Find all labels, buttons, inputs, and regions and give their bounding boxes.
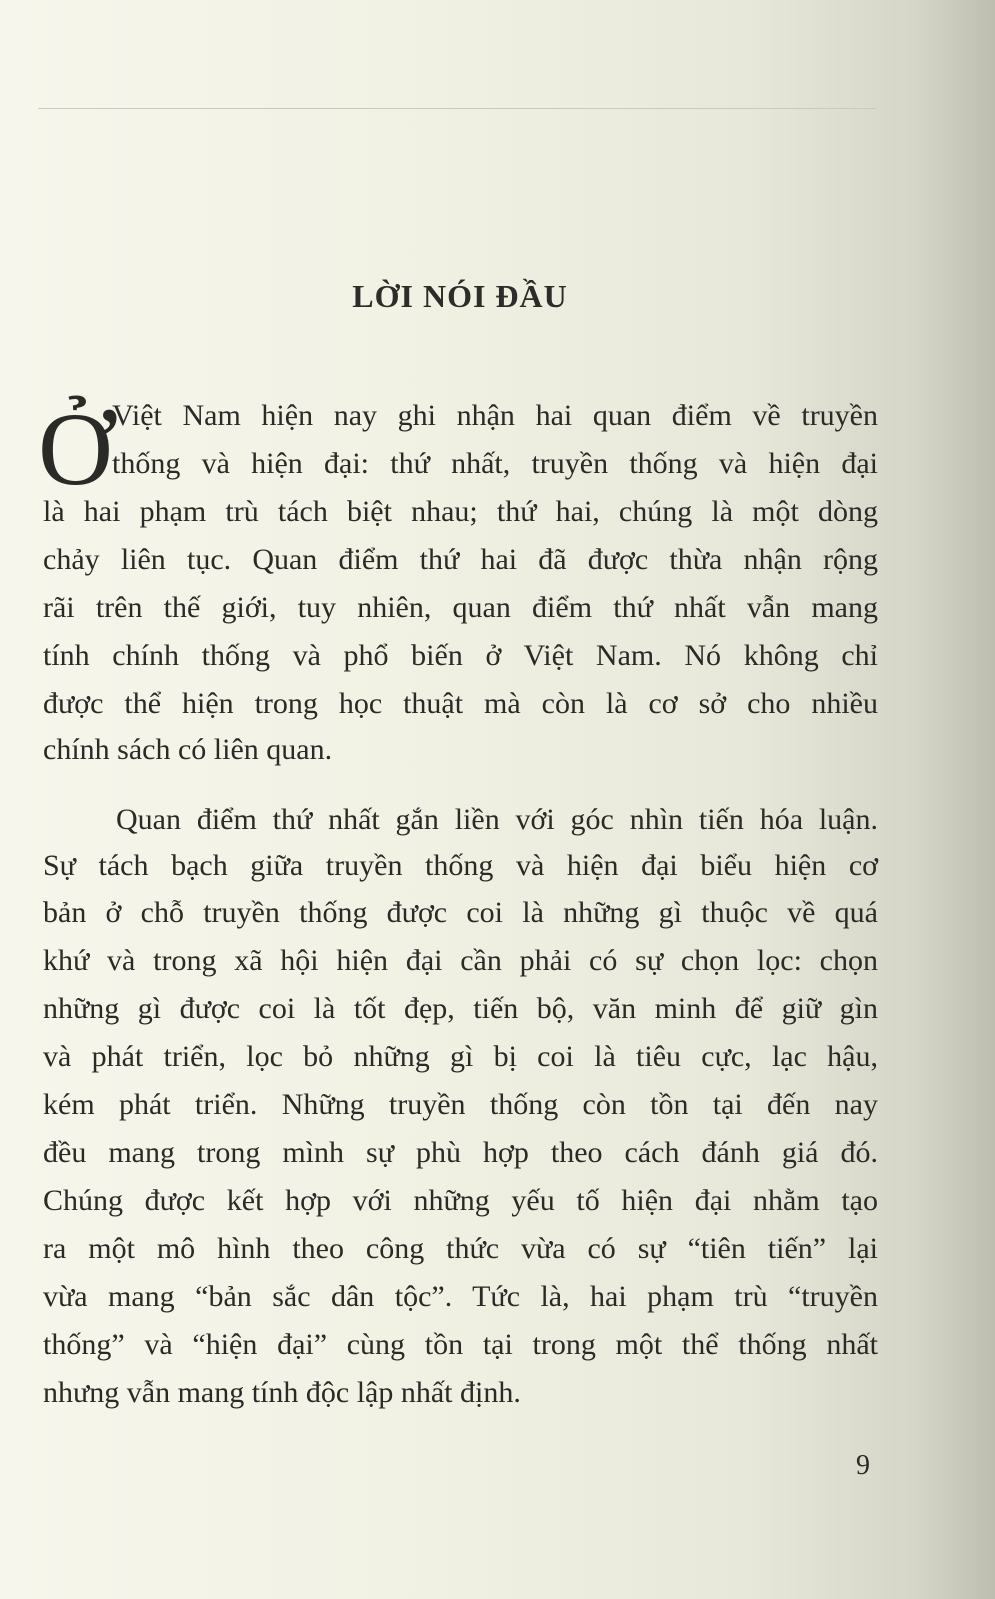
header-rule <box>38 108 876 109</box>
text-line: chính sách có liên quan. <box>43 733 333 766</box>
page-number: 9 <box>856 1450 870 1481</box>
text-line: là hai phạm trù tách biệt nhau; thứ hai, chúng là một dòng <box>43 495 878 528</box>
text-line: Quan điểm thứ nhất gắn liền với góc nhìn tiến hóa luận. <box>116 803 878 836</box>
text-line: thống” và “hiện đại” cùng tồn tại trong một thể thống nhất <box>43 1328 878 1361</box>
text-line: ra một mô hình theo công thức vừa có sự “tiên tiến” lại <box>43 1232 878 1265</box>
text-line: được thể hiện trong học thuật mà còn là cơ sở cho nhiều <box>43 687 878 720</box>
drop-cap: Ở <box>38 392 114 507</box>
text-line: rãi trên thế giới, tuy nhiên, quan điểm thứ nhất vẫn mang <box>43 591 878 624</box>
text-line: những gì được coi là tốt đẹp, tiến bộ, văn minh để giữ gìn <box>43 992 878 1025</box>
text-line: chảy liên tục. Quan điểm thứ hai đã được thừa nhận rộng <box>43 543 878 576</box>
text-line: tính chính thống và phổ biến ở Việt Nam. Nó không chỉ <box>43 639 878 672</box>
text-line: đều mang trong mình sự phù hợp theo cách đánh giá đó. <box>43 1136 878 1169</box>
text-line: và phát triển, lọc bỏ những gì bị coi là tiêu cực, lạc hậu, <box>43 1040 878 1073</box>
text-line: bản ở chỗ truyền thống được coi là những gì thuộc về quá <box>43 896 878 929</box>
text-line: Việt Nam hiện nay ghi nhận hai quan điểm về truyền <box>112 399 878 432</box>
text-line: Chúng được kết hợp với những yếu tố hiện đại nhằm tạo <box>43 1184 878 1217</box>
text-line: nhưng vẫn mang tính độc lập nhất định. <box>43 1376 521 1409</box>
page-title: LỜI NÓI ĐẦU <box>352 278 568 314</box>
text-line: kém phát triển. Những truyền thống còn tồn tại đến nay <box>43 1088 878 1121</box>
text-line: Sự tách bạch giữa truyền thống và hiện đại biểu hiện cơ <box>43 849 878 882</box>
text-line: vừa mang “bản sắc dân tộc”. Tức là, hai phạm trù “truyền <box>43 1280 878 1313</box>
text-line: thống và hiện đại: thứ nhất, truyền thống và hiện đại <box>112 447 878 480</box>
text-line: khứ và trong xã hội hiện đại cần phải có sự chọn lọc: chọn <box>43 944 878 977</box>
